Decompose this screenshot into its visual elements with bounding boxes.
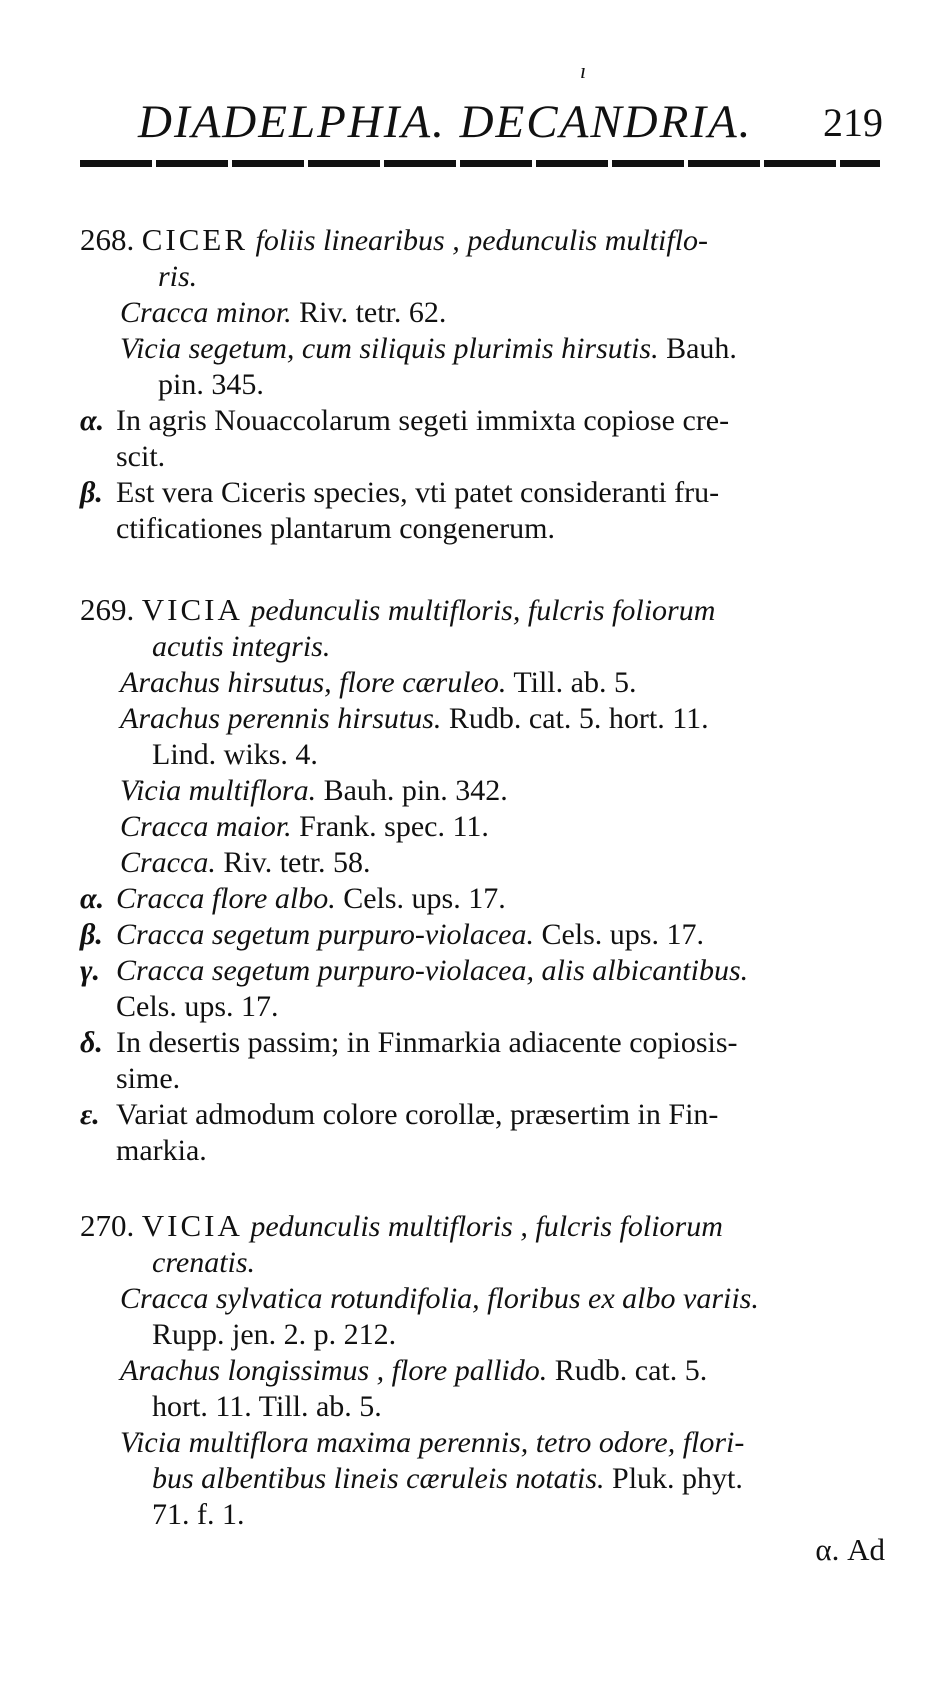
synonym-name: Cracca flore albo. (116, 882, 336, 915)
variety-marker: ε. (80, 1098, 100, 1131)
diagnosis: foliis linearibus , pedunculis multiflo- (255, 224, 709, 257)
note-continued: ctificationes plantarum congenerum. (116, 512, 555, 545)
citation: Riv. tetr. 58. (215, 846, 371, 879)
note-continued: markia. (116, 1134, 207, 1167)
citation: Till. ab. 5. (506, 666, 637, 699)
synonym-name: Arachus perennis hirsutus. (120, 702, 442, 735)
citation-continued: Rupp. jen. 2. p. 212. (152, 1318, 397, 1351)
page-number: 219 (823, 100, 883, 145)
synonym-name: Arachus hirsutus, flore cæruleo. (120, 666, 507, 699)
catchword: α. Ad (815, 1532, 885, 1567)
citation: Cels. ups. 17. (533, 918, 704, 951)
citation-continued: pin. 345. (158, 368, 264, 401)
genus-name: VICIA (141, 592, 243, 627)
entry-270 (80, 1208, 885, 1533)
citation: Cels. ups. 17. (335, 882, 506, 915)
entry-269 (80, 592, 885, 1169)
citation-continued: 71. f. 1. (152, 1498, 245, 1531)
entry-number: 269. (80, 592, 135, 627)
synonym-name: Vicia multiflora. (120, 774, 317, 807)
diagnosis-continued: ris. (158, 260, 198, 293)
citation-continued: Lind. wiks. 4. (152, 738, 318, 771)
variety-marker: α. (80, 882, 105, 915)
synonym-line (80, 701, 885, 737)
entry-heading (80, 592, 885, 629)
citation: Rudb. cat. 5. hort. 11. (441, 702, 709, 735)
variety-line (80, 403, 885, 439)
synonym-name: Cracca sylvatica rotundifolia, floribus ex albo variis. (120, 1282, 759, 1315)
note-continued: scit. (116, 440, 166, 473)
synonym-line (80, 1425, 885, 1461)
synonym-line (80, 809, 885, 845)
variety-line (80, 917, 885, 953)
synonym-line (80, 1353, 885, 1389)
synonym-name: Cracca maior. (120, 810, 292, 843)
variety-marker: α. (80, 404, 105, 437)
synonym-name: Arachus longissimus , flore pallido. (120, 1354, 548, 1387)
variety-line (80, 953, 885, 989)
entry-268 (80, 222, 885, 547)
synonym-name: Vicia multiflora maxima perennis, tetro odore, flori- (120, 1426, 745, 1459)
note-continued: sime. (116, 1062, 181, 1095)
synonym-name: Cracca. (120, 846, 216, 879)
diagnosis-continued: acutis integris. (152, 630, 331, 663)
citation: Pluk. phyt. (604, 1462, 743, 1495)
running-title: DIADELPHIA. DECANDRIA. (138, 96, 753, 148)
variety-marker: β. (80, 476, 103, 509)
genus-name: VICIA (141, 1208, 243, 1243)
synonym-line (80, 773, 885, 809)
diagnosis: pedunculis multifloris , fulcris foliorum (250, 1210, 723, 1243)
variety-line (80, 1025, 885, 1061)
entry-number: 268. (80, 222, 135, 257)
variety-marker: δ. (80, 1026, 103, 1059)
synonym-line (80, 665, 885, 701)
synonym-line (80, 1281, 885, 1317)
variety-line (80, 881, 885, 917)
citation: Bauh. pin. 342. (316, 774, 508, 807)
note-text: Variat admodum colore corollæ, præsertim in Fin- (116, 1098, 719, 1131)
citation: Frank. spec. 11. (291, 810, 489, 843)
genus-name: CICER (141, 222, 249, 257)
entry-heading (80, 1208, 885, 1245)
synonym-name: Cracca segetum purpuro-violacea, alis albicantibus. (116, 954, 749, 987)
entry-heading (80, 222, 885, 259)
citation: Riv. tetr. 62. (291, 296, 447, 329)
synonym-name: Cracca segetum purpuro-violacea. (116, 918, 534, 951)
synonym-name: bus albentibus lineis cæruleis notatis. (152, 1462, 605, 1495)
diagnosis-continued: crenatis. (152, 1246, 256, 1279)
diagnosis: pedunculis multifloris, fulcris foliorum (250, 594, 716, 627)
citation: Bauh. (658, 332, 737, 365)
synonym-line (80, 331, 885, 367)
entry-number: 270. (80, 1208, 135, 1243)
header-rule (80, 160, 880, 167)
variety-marker: β. (80, 918, 103, 951)
signature-mark: ı (580, 58, 587, 83)
citation-continued: hort. 11. Till. ab. 5. (152, 1390, 382, 1423)
synonym-line (80, 1461, 885, 1497)
note-text: In agris Nouaccolarum segeti immixta copiose cre- (116, 404, 730, 437)
synonym-name: Vicia segetum, cum siliquis plurimis hirsutis. (120, 332, 659, 365)
synonym-name: Cracca minor. (120, 296, 292, 329)
synonym-line (80, 845, 885, 881)
note-text: Est vera Ciceris species, vti patet consideranti fru- (116, 476, 720, 509)
citation-continued: Cels. ups. 17. (116, 990, 279, 1023)
variety-line (80, 1097, 885, 1133)
running-header (80, 92, 883, 152)
note-text: In desertis passim; in Finmarkia adiacente copiosis- (116, 1026, 738, 1059)
synonym-line (80, 295, 885, 331)
variety-marker: γ. (80, 954, 100, 987)
citation: Rudb. cat. 5. (547, 1354, 708, 1387)
variety-line (80, 475, 885, 511)
